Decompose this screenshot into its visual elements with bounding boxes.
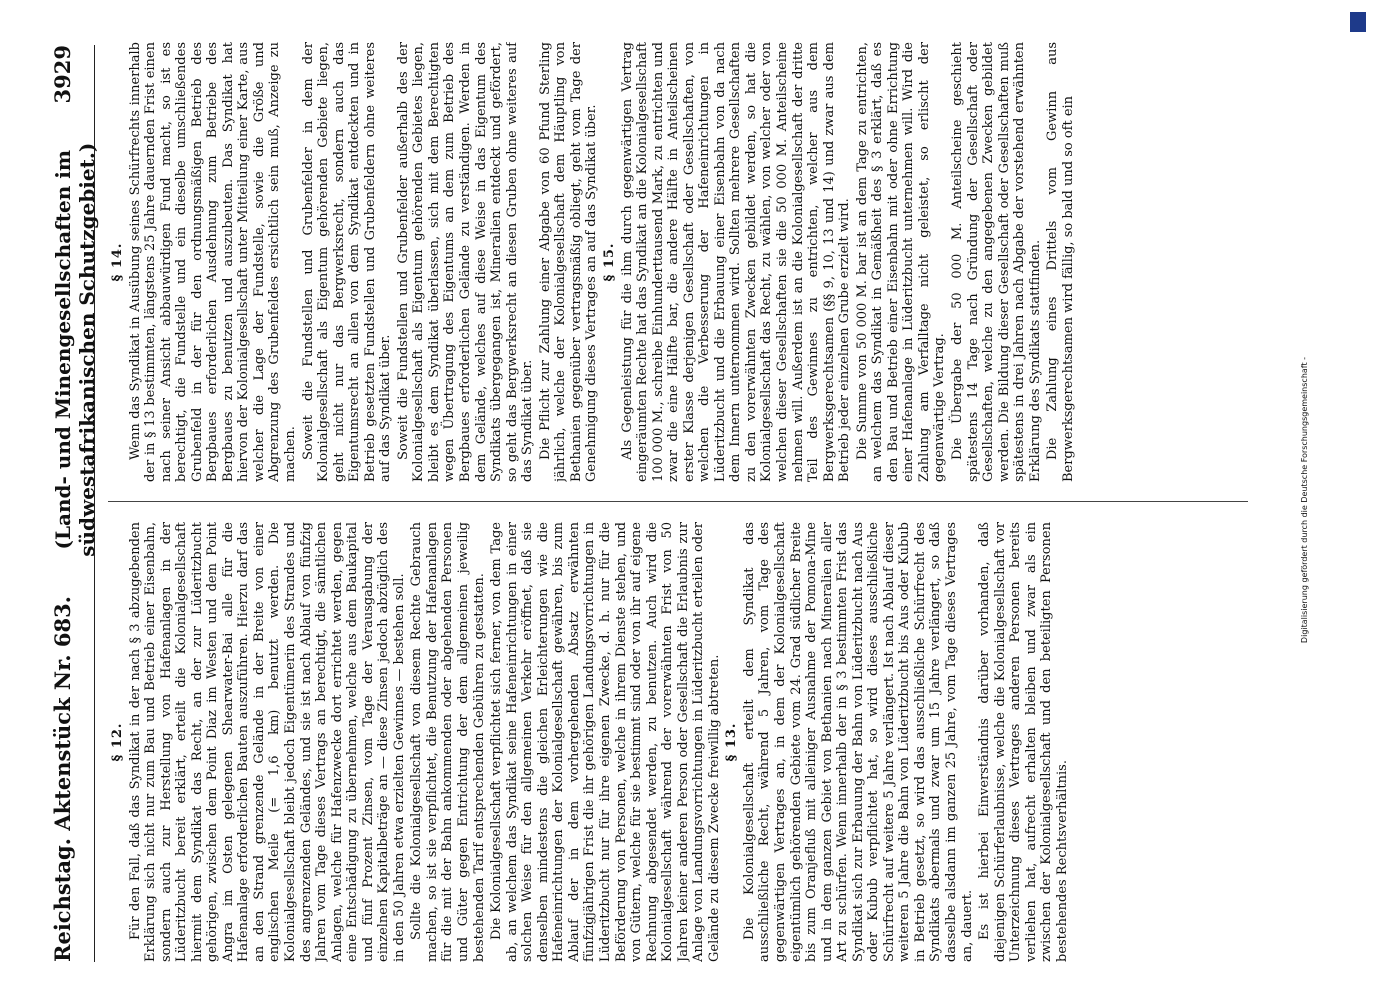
left-column (110, 522, 1250, 962)
paragraph: Soweit die Fundstellen und Grubenfelder in dem der Kolonialgesellschaft als Eigentum gehörenden Gebiete liegen, geht nicht nur das Bergwerksrecht, sondern auch das Eigentumsrecht an allen von dem Syndikat entdeckten und in Betrieb gesetzten Fundstellen und Grubenfeldern ohne weiteres auf das Syndikat über. (300, 42, 394, 482)
column-divider (108, 501, 1248, 502)
header-left: Reichstag. Aktenstück Nr. 683. (50, 596, 75, 962)
page-header (50, 45, 99, 962)
dfg-logo (1350, 12, 1366, 32)
paragraph: Als Gegenleistung für die ihm durch gegenwärtigen Vertrag eingeräumten Rechte hat das Syndikat an die Kolonialgesellschaft 100 000 M., schreibe Einhunderttausend Mark, zu entrichten und zwar die eine Hälfte bar, die andere Hälfte in Anteilscheinen erster Klasse derjenigen Gesellschaft oder Gesellschaften, von welchen die Verbesserung der Hafeneinrichtungen in Lüderitzbucht und die Erbauung einer Eisenbahn von da nach dem Innern unternommen wird. Sollten mehrere Gesellschaften zu den vorerwähnten Zwecken gebildet werden, so hat die Kolonialgesellschaft das Recht, zu wählen, von welcher oder von welchen dieser Gesellschaften sie die 50 000 M. Anteilscheine nehmen will. Außerdem ist an die Kolonialgesellschaft der dritte Teil des Gewinnes zu entrichten, welcher aus dem Bergwerksgerechtsamen (§§ 9, 10, 13 und 14) und zwar aus dem Betrieb jeder einzelnen Grube erzielt wird. (619, 42, 853, 482)
paragraph: Die Zahlung eines Drittels vom Gewinn aus Bergwerksgerechtsamen wird fällig, so bald und so oft ein (1045, 42, 1076, 482)
paragraph: Die Pflicht zur Zahlung einer Abgabe von 60 Pfund Sterling jährlich, welche der Kolonialgesellschaft dem Häuptling von Bethanien gegenüber vertragsmäßig obliegt, geht vom Tage der Genehmigung dieses Vertrages an auf das Syndikat über. (537, 42, 600, 482)
header-title: (Land- und Minengesellschaften im südwestafrikanischen Schutzgebiet.) (51, 142, 99, 557)
section-heading: § 12. (110, 722, 125, 762)
paragraph: Die Summe von 50 000 M. bar ist an dem Tage zu entrichten, an welchem das Syndikat in Gemäßheit des § 3 erklärt, daß es den Bau und Betrieb einer Eisenbahn mit oder ohne Errichtung einer Hafenanlage in Lüderitzbucht unternehmen will. Wird die Zahlung am Verfalltage nicht geleistet, so erlischt der gegenwärtige Vertrag. (854, 42, 948, 482)
paragraph: Sollte die Kolonialgesellschaft von diesem Rechte Gebrauch machen, so ist sie verpflichtet, die Benutzung der Hafenanlagen für die mit der Bahn ankommenden oder abgehenden Personen und Güter gegen Entrichtung der dem allgemeinen jeweilig bestehenden Tarif entsprechenden Gebühren zu gestatten. (409, 522, 487, 962)
section-heading: § 13. (724, 722, 740, 762)
digitization-stamp: Digitalisierung gefördert durch die Deutsche Forschungsgemeinschaft - (1300, 356, 1309, 644)
page-number: 3929 (50, 45, 75, 104)
paragraph: Die Kolonialgesellschaft erteilt dem Syndikat das ausschließliche Recht, während 5 Jahren, vom Tage des gegenwärtigen Vertrages an, in dem der Kolonialgesellschaft eigentümlich gehörenden Gebiete vom 24. Grad südlicher Breite bis zum Oranjefluß mit alleiniger Ausnahme der Pomona-Mine und in dem ganzen Gebiet von Bethanien nach Mineralien aller Art zu schürfen. Wenn innerhalb der in § 3 bestimmten Frist das Syndikat sich zur Erbauung der Bahn von Lüderitzbucht nach Aus oder Kubub verpflichtet hat, so wird dieses ausschließliche Schürfrecht auf weitere 5 Jahre verlängert. Ist nach Ablauf dieser weiteren 5 Jahre die Bahn von Lüderitzbucht bis Aus oder Kubub in Betrieb gesetzt, so wird das ausschließliche Schürfrecht des Syndikats abermals und zwar um 15 Jahre verlängert, so daß dasselbe alsdann im ganzen 25 Jahre, vom Tage dieses Vertrages an, dauert. (741, 522, 975, 962)
paragraph: Soweit die Fundstellen und Grubenfelder außerhalb des der Kolonialgesellschaft als Eigentum gehörenden Gebietes liegen, bleibt es dem Syndikat überlassen, sich mit dem Berechtigten wegen Übertragung des Eigentums an dem zum Betrieb des Bergbaues erforderlichen Gelände zu verständigen. Werden in dem Gelände, welches auf diese Weise in das Eigentum des Syndikats übergegangen ist, Mineralien entdeckt und gefördert, so geht das Bergwerksrecht an diesen Gruben ohne weiteres auf das Syndikat über. (395, 42, 536, 482)
paragraph: Es ist hierbei Einverständnis darüber vorhanden, daß diejenigen Schürferlaubnisse, welche die Kolonialgesellschaft vor Unterzeichnung dieses Vertrages anderen Personen bereits verliehen hat, aufrecht erhalten bleiben und zwar als ein zwischen der Kolonialgesellschaft und den beteiligten Personen bestehendes Rechtsverhältnis. (977, 522, 1070, 962)
paragraph: Für den Fall, daß das Syndikat in der nach § 3 abzugebenden Erklärung sich nicht nur zum Bau und Betrieb einer Eisenbahn, sondern auch zur Herstellung von Hafenanlagen in der Lüderitzbucht bereit erklärt, erteilt die Kolonialgesellschaft hiermit dem Syndikat das Recht, an der zur Lüderitzbucht gehörigen, zwischen dem Point Diaz im Westen und dem Point Angra im Osten gelegenen Shearwater-Bai alle für die Hafenanlage erforderlichen Bauten auszuführen. Hierzu darf das an den Strand grenzende Gelände in der Breite von einer englischen Meile (= 1,6 km) benutzt werden. Die Kolonialgesellschaft bleibt jedoch Eigentümerin des Strandes und des angrenzenden Geländes, und sie ist nach Ablauf von fünfzig Jahren vom Tage dieses Vertrags an berechtigt, die sämtlichen Anlagen, welche für Hafenzwecke dort errichtet werden, gegen eine Entschädigung zu übernehmen, welche aus dem Baukapital und fünf Prozent Zinsen, vom Tage der Verausgabung der einzelnen Kapitalbeträge an — diese Zinsen jedoch abzüglich des in den 50 Jahren etwa erzielten Gewinnes — bestehen soll. (127, 522, 407, 962)
paragraph: Wenn das Syndikat in Ausübung seines Schürfrechts innerhalb der in § 13 bestimmten, längstens 25 Jahre dauernden Frist einen nach seiner Ansicht abbauwürdigen Fund macht, so ist es berechtigt, die Fundstelle und ein dieselbe umschließendes Grubenfeld in der für den ordnungsmäßigen Betrieb des Bergbaues erforderlichen Ausdehnung zum Betriebe des Bergbaues zu benutzen und auszubeuten. Das Syndikat hat hiervon der Kolonialgesellschaft unter Mitteilung einer Karte, aus welcher die Lage der Fundstelle, sowie die Größe und Abgrenzung des Grubenfeldes ersichtlich sein muß, Anzeige zu machen. (127, 42, 299, 482)
paragraph: Die Übergabe der 50 000 M. Anteilscheine geschieht spätestens 14 Tage nach Gründung der Gesellschaft oder Gesellschaften, welche zu den angegebenen Zwecken gebildet werden. Die Bildung dieser Gesellschaft oder Gesellschaften muß spätestens in drei Jahren nach Abgabe der vorstehend erwähnten Erklärung des Syndikats stattfinden. (949, 42, 1043, 482)
section-heading: § 14. (110, 242, 125, 282)
paragraph: Die Kolonialgesellschaft verpflichtet sich ferner, von dem Tage ab, an welchem das Syndikat seine Hafeneinrichtungen in einer solchen Weise für den allgemeinen Verkehr eröffnet, daß sie denselben mindestens die gleichen Erleichterungen wie die Hafeneinrichtungen der Kolonialgesellschaft gewähren, bis zum Ablauf der in dem vorhergehenden Absatz erwähnten fünfzigjährigen Frist die ihr gehörigen Landungsvorrichtungen in Lüderitzbucht nur für ihre eigenen Zwecke, d. h. nur für die Beförderung von Personen, welche in ihrem Dienste stehen, und von Gütern, welche für sie bestimmt sind oder von ihr auf eigene Rechnung abgesendet werden, zu benutzen. Auch wird die Kolonialgesellschaft während der vorerwähnten Frist von 50 Jahren keiner anderen Person oder Gesellschaft die Erlaubnis zur Anlage von Landungsvorrichtungen in Lüderitzbucht erteilen oder Gelände zu diesem Zwecke freiwillig abtreten. (489, 522, 722, 962)
right-column (110, 42, 1250, 482)
section-heading: § 15. (601, 242, 617, 282)
